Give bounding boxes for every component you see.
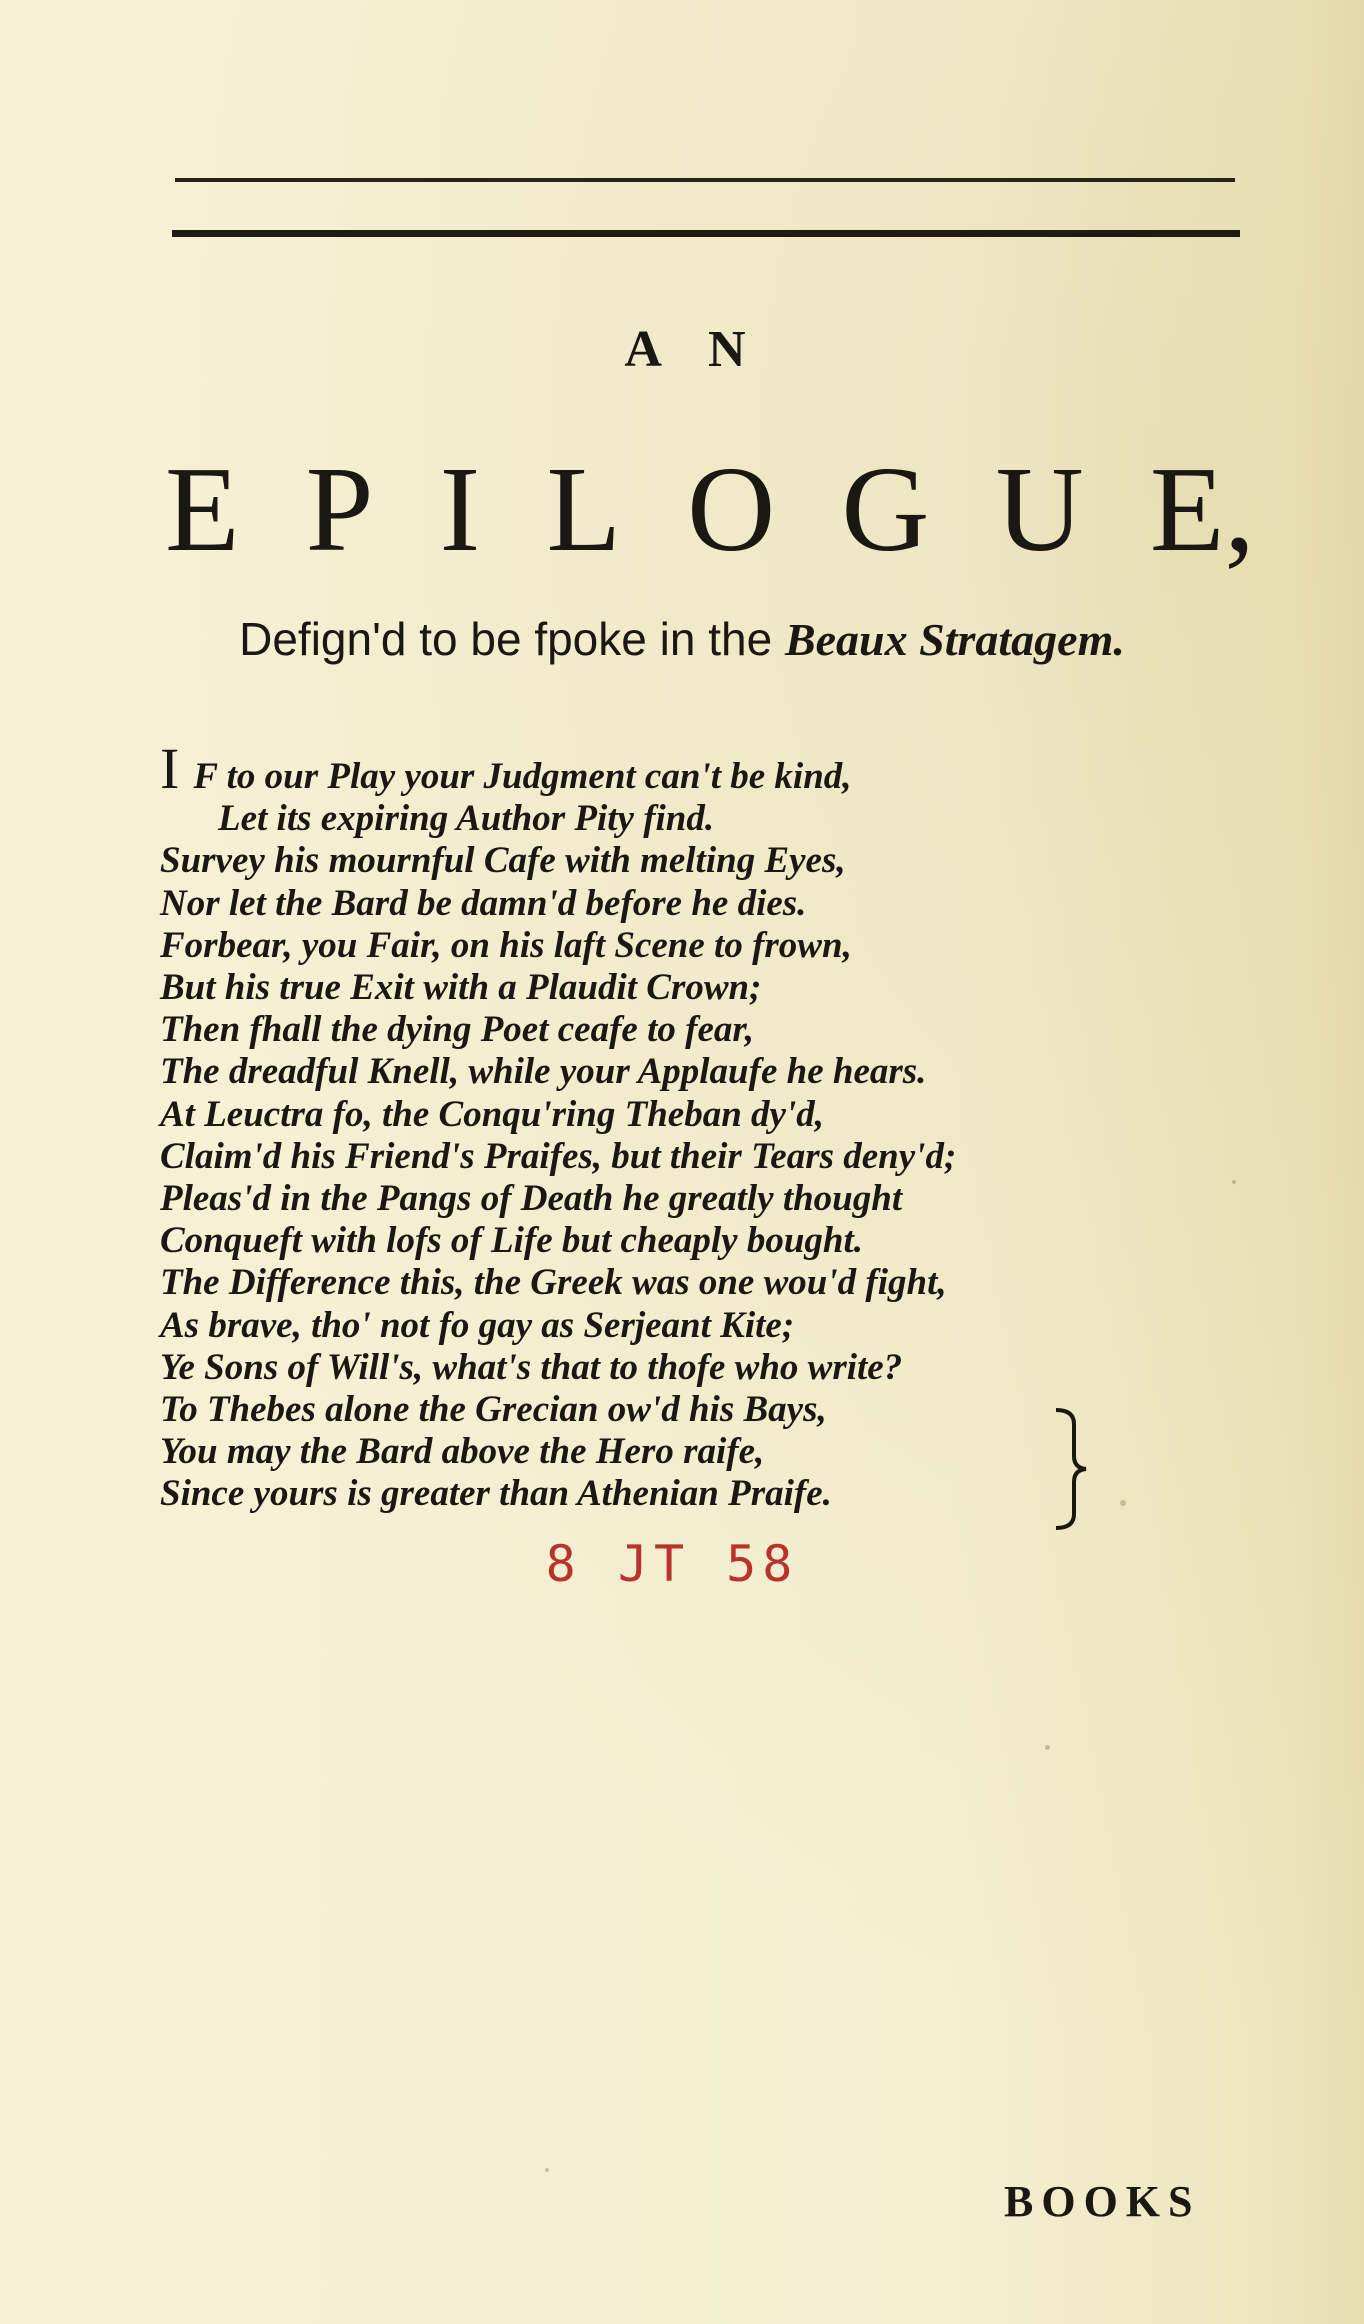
poem <box>160 736 1240 1516</box>
poem-line-text: Claim'd his Friend's Praifes, but their Tears deny'd; <box>160 1135 957 1177</box>
paper-speck <box>1232 1180 1236 1184</box>
poem-line <box>160 925 1240 967</box>
title-letter: E <box>165 442 240 577</box>
paper-speck <box>1120 1500 1126 1506</box>
top-rule <box>175 178 1235 182</box>
title-letter: P <box>305 442 374 577</box>
poem-line-text: Pleas'd in the Pangs of Death he greatly thought <box>160 1178 903 1220</box>
poem-line-text: Nor let the Bard be damn'd before he dies. <box>160 882 807 924</box>
poem-line-text: F to our Play your Judgment can't be kind, <box>193 756 852 797</box>
poem-line-text: The Difference this, the Greek was one wou'd fight, <box>160 1262 947 1304</box>
poem-line-text: Since yours is greater than Athenian Praife. <box>160 1473 832 1515</box>
poem-line-text: You may the Bard above the Hero raife, <box>160 1431 765 1473</box>
double-rule <box>172 230 1240 237</box>
poem-line-text: As brave, tho' not fo gay as Serjeant Kite; <box>160 1304 795 1346</box>
page-title <box>165 440 1255 580</box>
drop-cap: I <box>160 736 180 801</box>
poem-line-text: The dreadful Knell, while your Applaufe he hears. <box>160 1051 927 1093</box>
paper-speck <box>1045 1745 1050 1750</box>
triplet-brace <box>1052 1404 1092 1534</box>
poem-line <box>160 840 1240 882</box>
poem-line <box>160 967 1240 1009</box>
poem-line <box>160 1305 1240 1347</box>
library-stamp: 8 JT 58 <box>545 1535 799 1593</box>
paper-speck <box>545 2168 549 2172</box>
heading-an: A N <box>624 321 764 378</box>
title-letter: I <box>439 442 481 577</box>
poem-line-text: To Thebes alone the Grecian ow'd his Bays, <box>160 1389 827 1431</box>
poem-line-text: Conqueft with lofs of Life but cheaply bought. <box>160 1220 864 1262</box>
poem-line-text: But his true Exit with a Plaudit Crown; <box>160 967 762 1009</box>
title-letter: O <box>687 442 776 577</box>
title-letter: E, <box>1149 442 1255 577</box>
title-letter: G <box>841 442 930 577</box>
title-letter: U <box>995 442 1084 577</box>
poem-line <box>160 1136 1240 1178</box>
poem-line <box>160 1220 1240 1262</box>
poem-line <box>160 1051 1240 1093</box>
poem-line-text: Let its expiring Author Pity find. <box>218 798 715 840</box>
poem-line <box>160 1009 1240 1051</box>
subtitle <box>0 612 1364 666</box>
title-letter: L <box>546 442 621 577</box>
poem-line <box>160 736 1240 801</box>
poem-line <box>160 1094 1240 1136</box>
subtitle-play-name: Beaux Stratagem. <box>784 614 1125 665</box>
poem-line <box>160 1262 1240 1304</box>
poem-line <box>160 1178 1240 1220</box>
poem-line <box>160 1347 1240 1389</box>
catchword: BOOKS <box>1004 2177 1201 2226</box>
poem-line <box>160 883 1240 925</box>
poem-line-text: Survey his mournful Cafe with melting Eyes, <box>160 840 846 882</box>
poem-line-text: Ye Sons of Will's, what's that to thofe who write? <box>160 1346 903 1388</box>
poem-line <box>160 798 1240 840</box>
subtitle-roman: Defign'd to be fpoke in the <box>239 613 785 665</box>
poem-line-text: Then fhall the dying Poet ceafe to fear, <box>160 1009 754 1051</box>
poem-line-text: Forbear, you Fair, on his laft Scene to frown, <box>160 924 852 966</box>
poem-line-text: At Leuctra fo, the Conqu'ring Theban dy'd, <box>160 1093 825 1135</box>
